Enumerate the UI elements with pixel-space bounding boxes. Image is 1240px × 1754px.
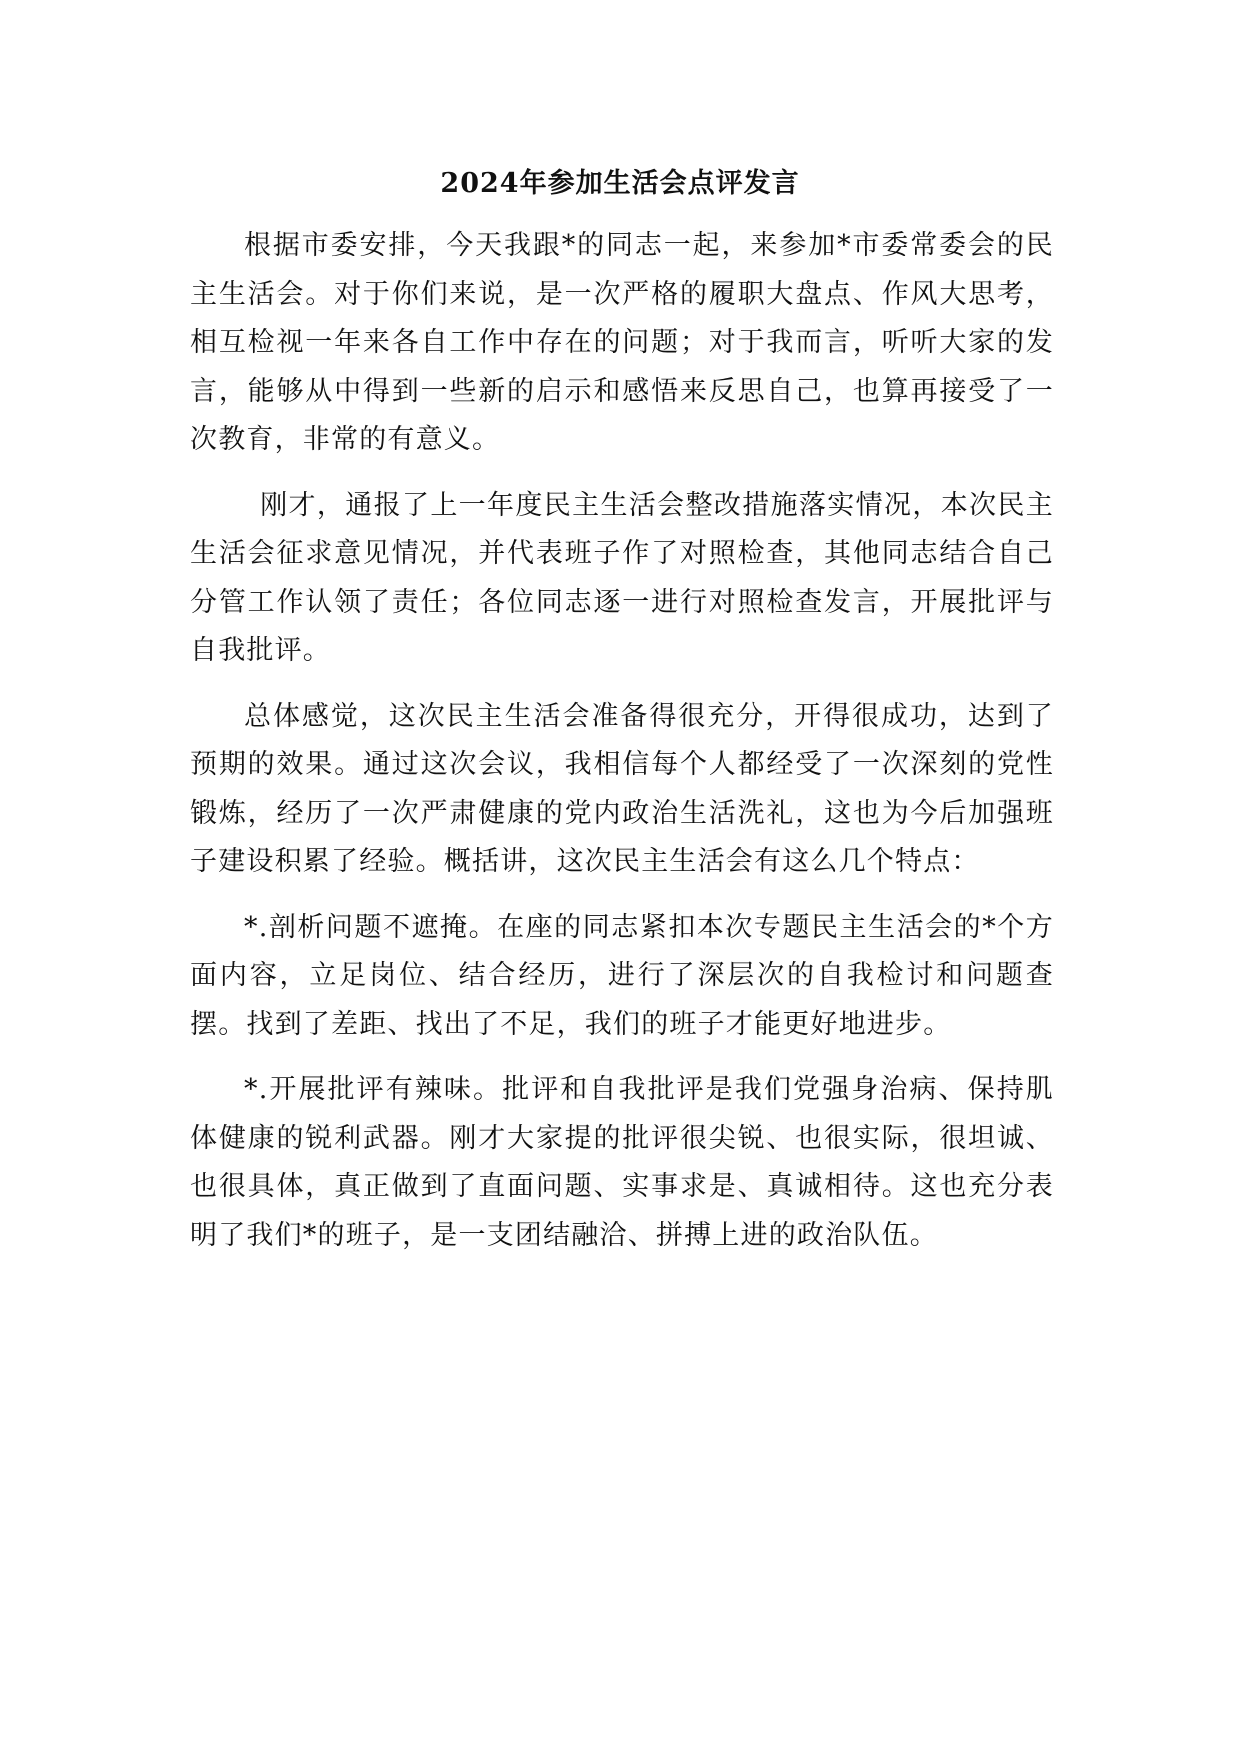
document-title: 2024年参加生活会点评发言	[440, 168, 800, 199]
paragraph-opening: 根据市委安排，今天我跟*的同志一起，来参加*市委常委会的民主生活会。对于你们来说，是一次严格的履职大盘点、作风大思考，相互检视一年来各自工作中存在的问题；对于我而言，听听大家的发言，能够从中得到一些新的启示和感悟来反思自己，也算再接受了一次教育，非常的有意义。	[190, 230, 1054, 455]
paragraph-overall-impression: 总体感觉，这次民主生活会准备得很充分，开得很成功，达到了预期的效果。通过这次会议，我相信每个人都经受了一次深刻的党性锻炼，经历了一次严肃健康的党内政治生活洗礼，这也为今后加强班子建设积累了经验。概括讲，这次民主生活会有这么几个特点：	[190, 700, 1054, 877]
paragraph-meeting-summary: 刚才，通报了上一年度民主生活会整改措施落实情况，本次民主生活会征求意见情况，并代表班子作了对照检查，其他同志结合自己分管工作认领了责任；各位同志逐一进行对照检查发言，开展批评与自我批评。	[190, 489, 1054, 666]
paragraph-point-two: *.开展批评有辣味。批评和自我批评是我们党强身治病、保持肌体健康的锐利武器。刚才大家提的批评很尖锐、也很实际，很坦诚、也很具体，真正做到了直面问题、实事求是、真诚相待。这也充分表明了我们*的班子，是一支团结融洽、拼搏上进的政治队伍。	[190, 1074, 1054, 1251]
document-body	[190, 222, 1054, 1260]
paragraph-point-one: *.剖析问题不遮掩。在座的同志紧扣本次专题民主生活会的*个方面内容，立足岗位、结合经历，进行了深层次的自我检讨和问题查摆。找到了差距、找出了不足，我们的班子才能更好地进步。	[190, 911, 1054, 1040]
